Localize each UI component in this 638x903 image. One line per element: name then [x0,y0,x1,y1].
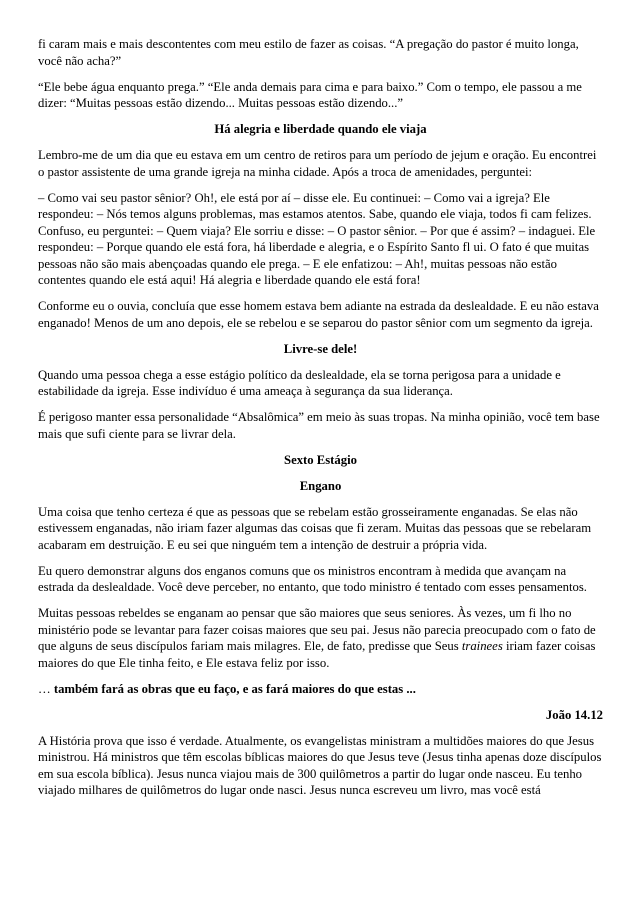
paragraph-text: Muitas pessoas rebeldes se enganam ao pensar que são maiores que seus seniores. Às vezes, um fi lho no ministério pode se levantar para fazer coisas maiores que seu pai. Jesus não parecia preocupado com o fato de que alguns de seus discípulos fariam mais milagres. Ele, de fato, predisse que Seus [38,606,596,653]
section-heading: Há alegria e liberdade quando ele viaja [214,122,427,136]
paragraph [38,605,603,671]
quote-text: também fará as obras que eu faço, e as fará maiores do que estas ... [53,681,416,696]
quote-ellipsis: … [38,681,54,696]
scripture-reference: João 14.12 [545,707,603,722]
paragraph: – Como vai seu pastor sênior? Oh!, ele está por aí – disse ele. Eu continuei: – Como vai a igreja? Ele respondeu: – Nós temos alguns problemas, mas estamos atentos. Sabe, quando ele viaja, todos fi cam felizes. Confuso, eu perguntei: – Quem viaja? Ele sorriu e disse: – O pastor sênior. – Por que é assim? – indaguei. Ele respondeu: – Porque quando ele está fora, há liberdade e alegria, e o Espírito Santo fl ui. O fato é que muitas pessoas não são mais abençoadas quando ele prega. – E ele enfatizou: – Ah!, muitas pessoas não estão contentes quando ele está aqui! Há alegria e liberdade quando ele está fora! [38,190,596,287]
paragraph: Quando uma pessoa chega a esse estágio político da deslealdade, ela se torna perigosa para a unidade e estabilidade da igreja. Esse indivíduo é uma ameaça à segurança da sua liderança. [38,367,561,398]
italic-term: trainees [461,639,503,653]
paragraph: “Ele bebe água enquanto prega.” “Ele anda demais para cima e para baixo.” Com o tempo, ele passou a me dizer: “Muitas pessoas estão dizendo... Muitas pessoas estão dizendo...” [38,79,582,110]
section-heading: Livre-se dele! [283,341,358,356]
paragraph: Conforme eu o ouvia, concluía que esse homem estava bem adiante na estrada da deslealdade. E eu não estava enganado! Menos de um ano depois, ele se rebelou e se separou do pastor sênior com um segmento da igreja. [38,299,599,330]
paragraph: Eu quero demonstrar alguns dos enganos comuns que os ministros encontram à medida que avançam na estrada da deslealdade. Você deve perceber, no entanto, que todo ministro é tentado com esses pensamentos. [38,563,587,594]
paragraph: Uma coisa que tenho certeza é que as pessoas que se rebelam estão grosseiramente enganadas. Se elas não estivessem enganadas, não iriam fazer algumas das coisas que fi zeram. Muitas das pessoas que se rebelaram acabaram em destruição. E eu sei que ninguém tem a intenção de destruir a própria vida. [38,504,592,552]
stage-subheading: Engano [299,478,342,493]
stage-heading: Sexto Estágio [284,452,357,467]
paragraph: fi caram mais e mais descontentes com meu estilo de fazer as coisas. “A pregação do pastor é muito longa, você não acha?” [38,37,579,68]
paragraph: Lembro-me de um dia que eu estava em um centro de retiros para um período de jejum e oração. Eu encontrei o pastor assistente de uma grande igreja na minha cidade. Após a troca de amenidades, perguntei: [38,148,597,179]
paragraph: A História prova que isso é verdade. Atualmente, os evangelistas ministram a multidões maiores do que Jesus ministrou. Há ministros que têm escolas bíblicas maiores do que Jesus teve (Jesus tinha apenas doze discípulos em sua escola bíblica). Jesus nunca viajou mais de 300 quilômetros a partir do lugar onde nasceu. Eu tenho viajado milhares de quilômetros do lugar onde nasci. Jesus nunca escreveu um livro, mas você está [38,733,602,797]
paragraph: É perigoso manter essa personalidade “Absalômica” em meio às suas tropas. Na minha opinião, você tem base mais que sufi ciente para se livrar dela. [38,410,600,441]
paragraph-text: iriam fazer coisas maiores do que Ele tinha feito, e Ele estava feliz por isso. [38,639,596,670]
document-page [38,36,603,808]
scripture-quote [38,681,603,698]
